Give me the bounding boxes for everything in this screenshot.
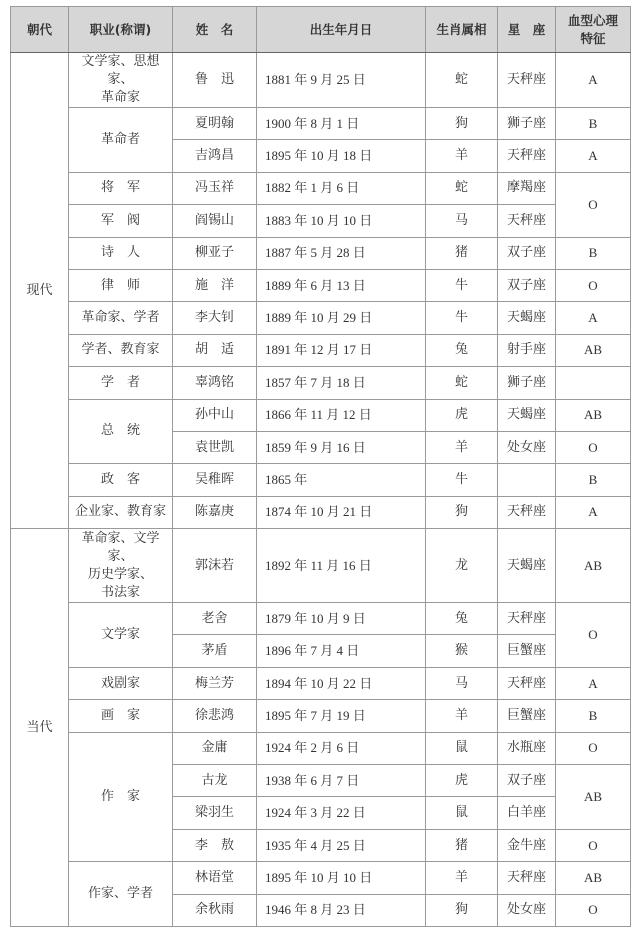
blood-type-cell: O: [556, 269, 631, 301]
table-row: [11, 862, 631, 894]
star-sign-cell: 摩羯座: [498, 172, 556, 204]
blood-type-cell: [556, 367, 631, 399]
birth-cell: 1895 年 7 月 19 日: [257, 700, 426, 732]
star-sign-cell: 天秤座: [498, 603, 556, 635]
birth-cell: 1865 年: [257, 464, 426, 496]
star-sign-cell: 天秤座: [498, 140, 556, 172]
birth-cell: 1889 年 6 月 13 日: [257, 269, 426, 301]
zodiac-cell: 牛: [426, 302, 498, 334]
zodiac-cell: 兔: [426, 334, 498, 366]
birth-cell: 1892 年 11 月 16 日: [257, 529, 426, 603]
blood-type-cell: B: [556, 700, 631, 732]
table-row: [11, 603, 631, 635]
name-cell: 老舍: [173, 603, 257, 635]
name-cell: 徐悲鸿: [173, 700, 257, 732]
blood-type-cell: A: [556, 667, 631, 699]
table-row: [11, 172, 631, 204]
name-cell: 孙中山: [173, 399, 257, 431]
birth-cell: 1882 年 1 月 6 日: [257, 172, 426, 204]
birth-cell: 1883 年 10 月 10 日: [257, 205, 426, 237]
star-sign-cell: 天蝎座: [498, 302, 556, 334]
blood-type-cell: B: [556, 108, 631, 140]
star-sign-cell: 天蝎座: [498, 529, 556, 603]
star-sign-cell: 天秤座: [498, 667, 556, 699]
name-cell: 夏明翰: [173, 108, 257, 140]
occupation-cell: 学 者: [69, 367, 173, 399]
star-sign-cell: 双子座: [498, 269, 556, 301]
table-row: [11, 464, 631, 496]
birth-cell: 1946 年 8 月 23 日: [257, 894, 426, 926]
star-sign-cell: 狮子座: [498, 108, 556, 140]
birth-cell: 1891 年 12 月 17 日: [257, 334, 426, 366]
zodiac-cell: 蛇: [426, 367, 498, 399]
occupation-cell: 政 客: [69, 464, 173, 496]
era-cell-contemporary: 当代: [11, 529, 69, 927]
occupation-cell: 作家、学者: [69, 862, 173, 927]
blood-type-cell: A: [556, 140, 631, 172]
star-sign-cell: 处女座: [498, 894, 556, 926]
occupation-cell: 总 统: [69, 399, 173, 464]
star-sign-cell: 双子座: [498, 237, 556, 269]
zodiac-cell: 羊: [426, 700, 498, 732]
header-chinese-zodiac: 生肖属相: [426, 7, 498, 53]
birth-cell: 1924 年 3 月 22 日: [257, 797, 426, 829]
zodiac-cell: 羊: [426, 431, 498, 463]
occupation-line: 书法家: [100, 584, 140, 600]
name-cell: 古龙: [173, 765, 257, 797]
birth-cell: 1935 年 4 月 25 日: [257, 829, 426, 861]
name-cell: 金庸: [173, 732, 257, 764]
star-sign-cell: 天蝎座: [498, 399, 556, 431]
occupation-cell: 军 阀: [69, 205, 173, 237]
occupation-cell: 文学家: [69, 603, 173, 668]
birth-cell: 1879 年 10 月 9 日: [257, 603, 426, 635]
name-cell: 袁世凯: [173, 431, 257, 463]
star-sign-cell: 处女座: [498, 431, 556, 463]
star-sign-cell: 白羊座: [498, 797, 556, 829]
name-cell: 茅盾: [173, 635, 257, 667]
occupation-cell: 革命者: [69, 108, 173, 173]
zodiac-cell: 鼠: [426, 732, 498, 764]
zodiac-cell: 猪: [426, 237, 498, 269]
blood-type-cell: B: [556, 464, 631, 496]
name-cell: 胡 适: [173, 334, 257, 366]
occupation-cell: 企业家、教育家: [69, 496, 173, 528]
star-sign-cell: 天秤座: [498, 53, 556, 108]
zodiac-cell: 狗: [426, 894, 498, 926]
star-sign-cell: 狮子座: [498, 367, 556, 399]
blood-type-cell: AB: [556, 334, 631, 366]
star-sign-cell: 巨蟹座: [498, 635, 556, 667]
occupation-line: 历史学家、: [87, 566, 153, 582]
name-cell: 鲁 迅: [173, 53, 257, 108]
birth-cell: 1881 年 9 月 25 日: [257, 53, 426, 108]
blood-type-cell: A: [556, 53, 631, 108]
star-sign-cell: 金牛座: [498, 829, 556, 861]
header-birthdate: 出生年月日: [257, 7, 426, 53]
name-cell: 李大钊: [173, 302, 257, 334]
star-sign-cell: 巨蟹座: [498, 700, 556, 732]
name-cell: 余秋雨: [173, 894, 257, 926]
occupation-cell: 将 军: [69, 172, 173, 204]
occupation-cell: 作 家: [69, 732, 173, 862]
zodiac-cell: 龙: [426, 529, 498, 603]
table-row: [11, 496, 631, 528]
header-blood-type-line1: 血型心理: [567, 12, 618, 28]
occupation-cell: 律 师: [69, 269, 173, 301]
zodiac-cell: 狗: [426, 496, 498, 528]
occupation-cell: [69, 53, 173, 108]
zodiac-cell: 虎: [426, 399, 498, 431]
star-sign-cell: 天秤座: [498, 862, 556, 894]
header-blood-type: [556, 7, 631, 53]
birth-cell: 1938 年 6 月 7 日: [257, 765, 426, 797]
zodiac-cell: 鼠: [426, 797, 498, 829]
table-row: [11, 700, 631, 732]
table-row: [11, 667, 631, 699]
blood-type-cell: A: [556, 302, 631, 334]
zodiac-cell: 兔: [426, 603, 498, 635]
occupation-line: 革命家、文学家、: [81, 530, 160, 564]
name-cell: 阎锡山: [173, 205, 257, 237]
birth-cell: 1924 年 2 月 6 日: [257, 732, 426, 764]
table-row: [11, 269, 631, 301]
occupation-line: 文学家、思想家、: [81, 54, 160, 87]
table-row: [11, 399, 631, 431]
header-occupation: 职业(称谓): [69, 7, 173, 53]
zodiac-cell: 羊: [426, 862, 498, 894]
star-sign-cell: 水瓶座: [498, 732, 556, 764]
birth-cell: 1894 年 10 月 22 日: [257, 667, 426, 699]
birth-cell: 1866 年 11 月 12 日: [257, 399, 426, 431]
zodiac-cell: 猴: [426, 635, 498, 667]
name-cell: 梅兰芳: [173, 667, 257, 699]
blood-type-cell: O: [556, 829, 631, 861]
blood-type-cell: O: [556, 732, 631, 764]
blood-type-cell: O: [556, 603, 631, 668]
name-cell: 施 洋: [173, 269, 257, 301]
zodiac-cell: 牛: [426, 269, 498, 301]
zodiac-cell: 蛇: [426, 172, 498, 204]
birth-cell: 1859 年 9 月 16 日: [257, 431, 426, 463]
name-cell: 辜鸿铭: [173, 367, 257, 399]
star-sign-cell: 天秤座: [498, 205, 556, 237]
header-blood-type-line2: 特征: [580, 30, 606, 46]
occupation-line: 革命家: [100, 90, 140, 105]
name-cell: 林语堂: [173, 862, 257, 894]
header-star-sign: 星 座: [498, 7, 556, 53]
birth-cell: 1896 年 7 月 4 日: [257, 635, 426, 667]
zodiac-cell: 牛: [426, 464, 498, 496]
birth-cell: 1900 年 8 月 1 日: [257, 108, 426, 140]
blood-type-cell: O: [556, 431, 631, 463]
zodiac-cell: 马: [426, 667, 498, 699]
era-cell-modern: 现代: [11, 53, 69, 529]
blood-type-cell: O: [556, 172, 631, 237]
header-era: 朝代: [11, 7, 69, 53]
table-row: [11, 529, 631, 603]
occupation-cell: 学者、教育家: [69, 334, 173, 366]
name-cell: 郭沫若: [173, 529, 257, 603]
table-row: [11, 237, 631, 269]
blood-type-cell: B: [556, 237, 631, 269]
birth-cell: 1895 年 10 月 18 日: [257, 140, 426, 172]
blood-type-cell: O: [556, 894, 631, 926]
birth-cell: 1874 年 10 月 21 日: [257, 496, 426, 528]
table-row: [11, 732, 631, 764]
celebrity-birth-table: [10, 6, 631, 927]
header-name: 姓 名: [173, 7, 257, 53]
name-cell: 梁羽生: [173, 797, 257, 829]
birth-cell: 1887 年 5 月 28 日: [257, 237, 426, 269]
zodiac-cell: 马: [426, 205, 498, 237]
table-row: [11, 302, 631, 334]
zodiac-cell: 蛇: [426, 53, 498, 108]
blood-type-cell: AB: [556, 765, 631, 830]
blood-type-cell: AB: [556, 862, 631, 894]
star-sign-cell: 射手座: [498, 334, 556, 366]
occupation-cell: 革命家、学者: [69, 302, 173, 334]
occupation-cell: 画 家: [69, 700, 173, 732]
occupation-cell: [69, 529, 173, 603]
blood-type-cell: A: [556, 496, 631, 528]
name-cell: 陈嘉庚: [173, 496, 257, 528]
name-cell: 冯玉祥: [173, 172, 257, 204]
header-row: [11, 7, 631, 53]
star-sign-cell: 天秤座: [498, 496, 556, 528]
zodiac-cell: 狗: [426, 108, 498, 140]
zodiac-cell: 猪: [426, 829, 498, 861]
name-cell: 吉鸿昌: [173, 140, 257, 172]
occupation-cell: 诗 人: [69, 237, 173, 269]
table-row: [11, 53, 631, 108]
occupation-cell: 戏剧家: [69, 667, 173, 699]
zodiac-cell: 虎: [426, 765, 498, 797]
name-cell: 吴稚晖: [173, 464, 257, 496]
birth-cell: 1895 年 10 月 10 日: [257, 862, 426, 894]
table-row: [11, 367, 631, 399]
name-cell: 李 敖: [173, 829, 257, 861]
birth-cell: 1889 年 10 月 29 日: [257, 302, 426, 334]
blood-type-cell: AB: [556, 529, 631, 603]
star-sign-cell: 双子座: [498, 765, 556, 797]
star-sign-cell: [498, 464, 556, 496]
name-cell: 柳亚子: [173, 237, 257, 269]
birth-cell: 1857 年 7 月 18 日: [257, 367, 426, 399]
table-row: [11, 108, 631, 140]
zodiac-cell: 羊: [426, 140, 498, 172]
table-row: [11, 334, 631, 366]
table-row: [11, 205, 631, 237]
blood-type-cell: AB: [556, 399, 631, 431]
